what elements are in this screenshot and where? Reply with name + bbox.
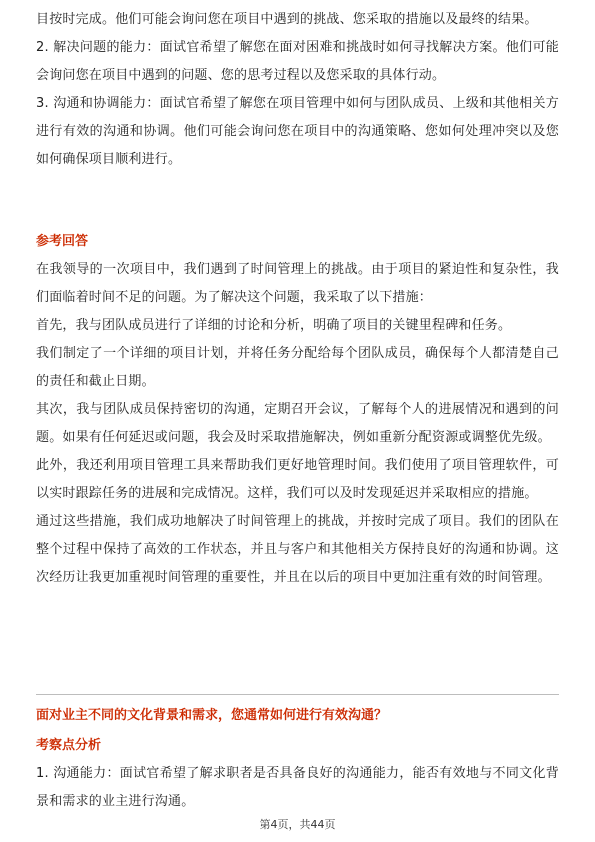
reference-answer-section — [36, 228, 559, 592]
section-divider — [36, 694, 559, 695]
reference-answer-heading: 参考回答 — [36, 234, 89, 249]
next-question-section — [36, 702, 559, 816]
analysis-heading: 考察点分析 — [36, 738, 102, 753]
answer-paragraph-1: 在我领导的一次项目中，我们遇到了时间管理上的挑战。由于项目的紧迫性和复杂性，我们面临着时间不足的问题。为了解决这个问题，我采取了以下措施： — [36, 262, 559, 305]
intro-paragraph-2: 2. 解决问题的能力：面试官希望了解您在面对困难和挑战时如何寻找解决方案。他们可能会询问您在项目中遇到的问题、您的思考过程以及您采取的具体行动。 — [36, 40, 559, 83]
intro-section — [36, 6, 559, 174]
analysis-paragraph-1: 1. 沟通能力：面试官希望了解求职者是否具备良好的沟通能力，能否有效地与不同文化背景和需求的业主进行沟通。 — [36, 766, 559, 809]
answer-paragraph-2: 首先，我与团队成员进行了详细的讨论和分析，明确了项目的关键里程碑和任务。 — [36, 318, 512, 333]
answer-paragraph-6: 通过这些措施，我们成功地解决了时间管理上的挑战，并按时完成了项目。我们的团队在整个过程中保持了高效的工作状态，并且与客户和其他相关方保持良好的沟通和协调。这次经历让我更加重视时间管理的重要性，并且在以后的项目中更加注重有效的时间管理。 — [36, 514, 559, 585]
answer-paragraph-4: 其次，我与团队成员保持密切的沟通，定期召开会议，了解每个人的进展情况和遇到的问题。如果有任何延迟或问题，我会及时采取措施解决，例如重新分配资源或调整优先级。 — [36, 402, 559, 445]
question-heading: 面对业主不同的文化背景和需求，您通常如何进行有效沟通？ — [36, 708, 388, 723]
answer-paragraph-5: 此外，我还利用项目管理工具来帮助我们更好地管理时间。我们使用了项目管理软件，可以实时跟踪任务的进展和完成情况。这样，我们可以及时发现延迟并采取相应的措施。 — [36, 458, 559, 501]
intro-paragraph-1: 目按时完成。他们可能会询问您在项目中遇到的挑战、您采取的措施以及最终的结果。 — [36, 12, 538, 27]
page-footer: 第4页，共44页 — [259, 818, 336, 831]
answer-paragraph-3: 我们制定了一个详细的项目计划，并将任务分配给每个团队成员，确保每个人都清楚自己的责任和截止日期。 — [36, 346, 559, 389]
intro-paragraph-3: 3. 沟通和协调能力：面试官希望了解您在项目管理中如何与团队成员、上级和其他相关方进行有效的沟通和协调。他们可能会询问您在项目中的沟通策略、您如何处理冲突以及您如何确保项目顺利进行。 — [36, 96, 559, 167]
